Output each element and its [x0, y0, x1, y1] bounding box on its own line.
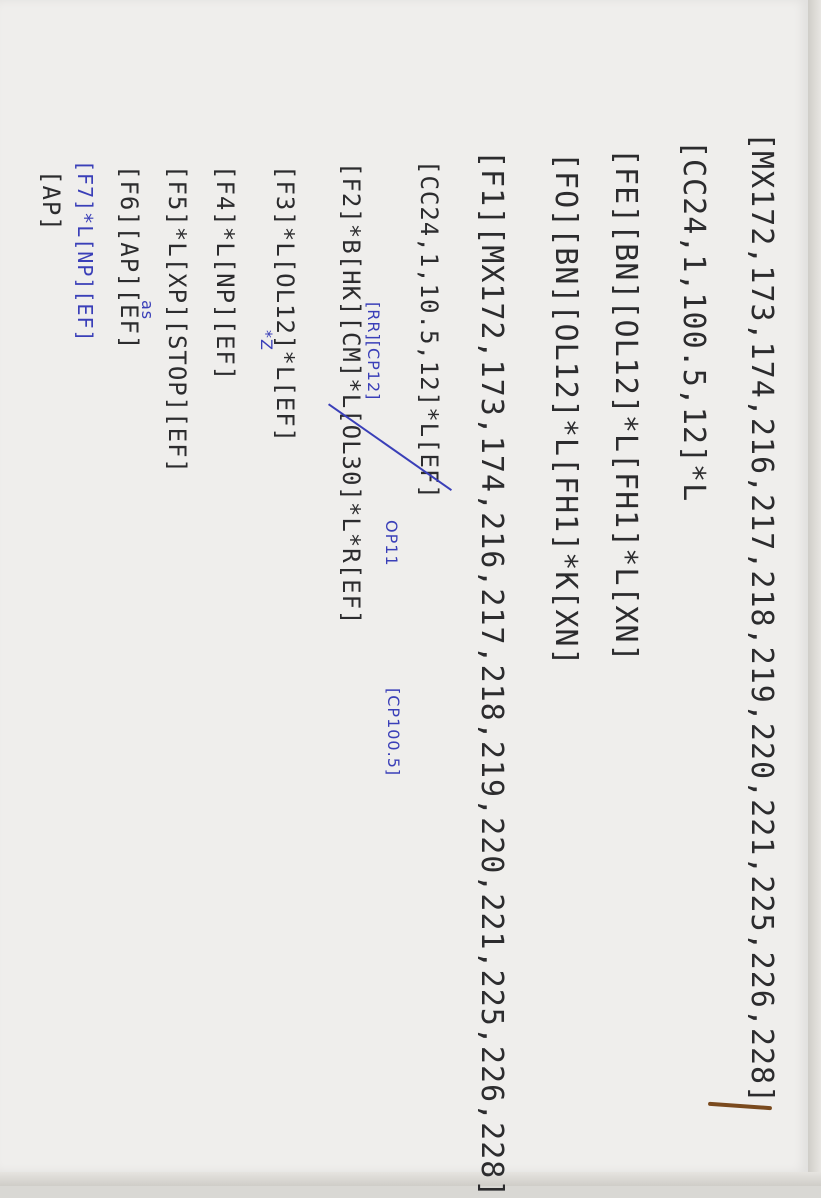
annotation-op11: OP11 [382, 520, 401, 567]
line-cc-setting: [CC24,1,100.5,12]*L [676, 140, 711, 503]
line-fe-sequence: [FE][BN][OL12]*L[FH1]*L[XN] [608, 148, 643, 663]
line-f3-sequence: [F3]*L[OL12]*L[EF] [271, 165, 299, 444]
line-mx-list: [MX172,173,174,216,217,218,219,220,221,225,226,228] [744, 132, 779, 1105]
line-f7-sequence: [F7]*L[NP][EF] [73, 160, 97, 343]
annotation-kz: *Z [257, 330, 276, 351]
line-ap: [AP] [37, 170, 65, 232]
line-f6-sequence: [F6][AP][EF] [115, 165, 143, 351]
line-fo-sequence: [FO][BN][OL12]*L[FH1]*K[XN] [548, 152, 583, 667]
annotation-cp100: [CP100.5] [384, 688, 403, 777]
line-f2-sequence: [F2]*B[HK][CM]*L[OL30]*L*R[EF] [337, 162, 365, 626]
line-f1-mx-list: [F1][MX172,173,174,216,217,218,219,220,221,225,226,228] [474, 150, 509, 1198]
annotation-rr-cp: [RR][CP12] [364, 302, 383, 401]
line-cc-ef: [CC24,1,10.5,12]*L[EF] [415, 160, 443, 500]
line-f4-sequence: [F4]*L[NP][EF] [211, 165, 239, 382]
annotation-as: as [138, 300, 157, 321]
line-f5-sequence: [F5]*L[XP][STOP][EF] [163, 165, 191, 474]
